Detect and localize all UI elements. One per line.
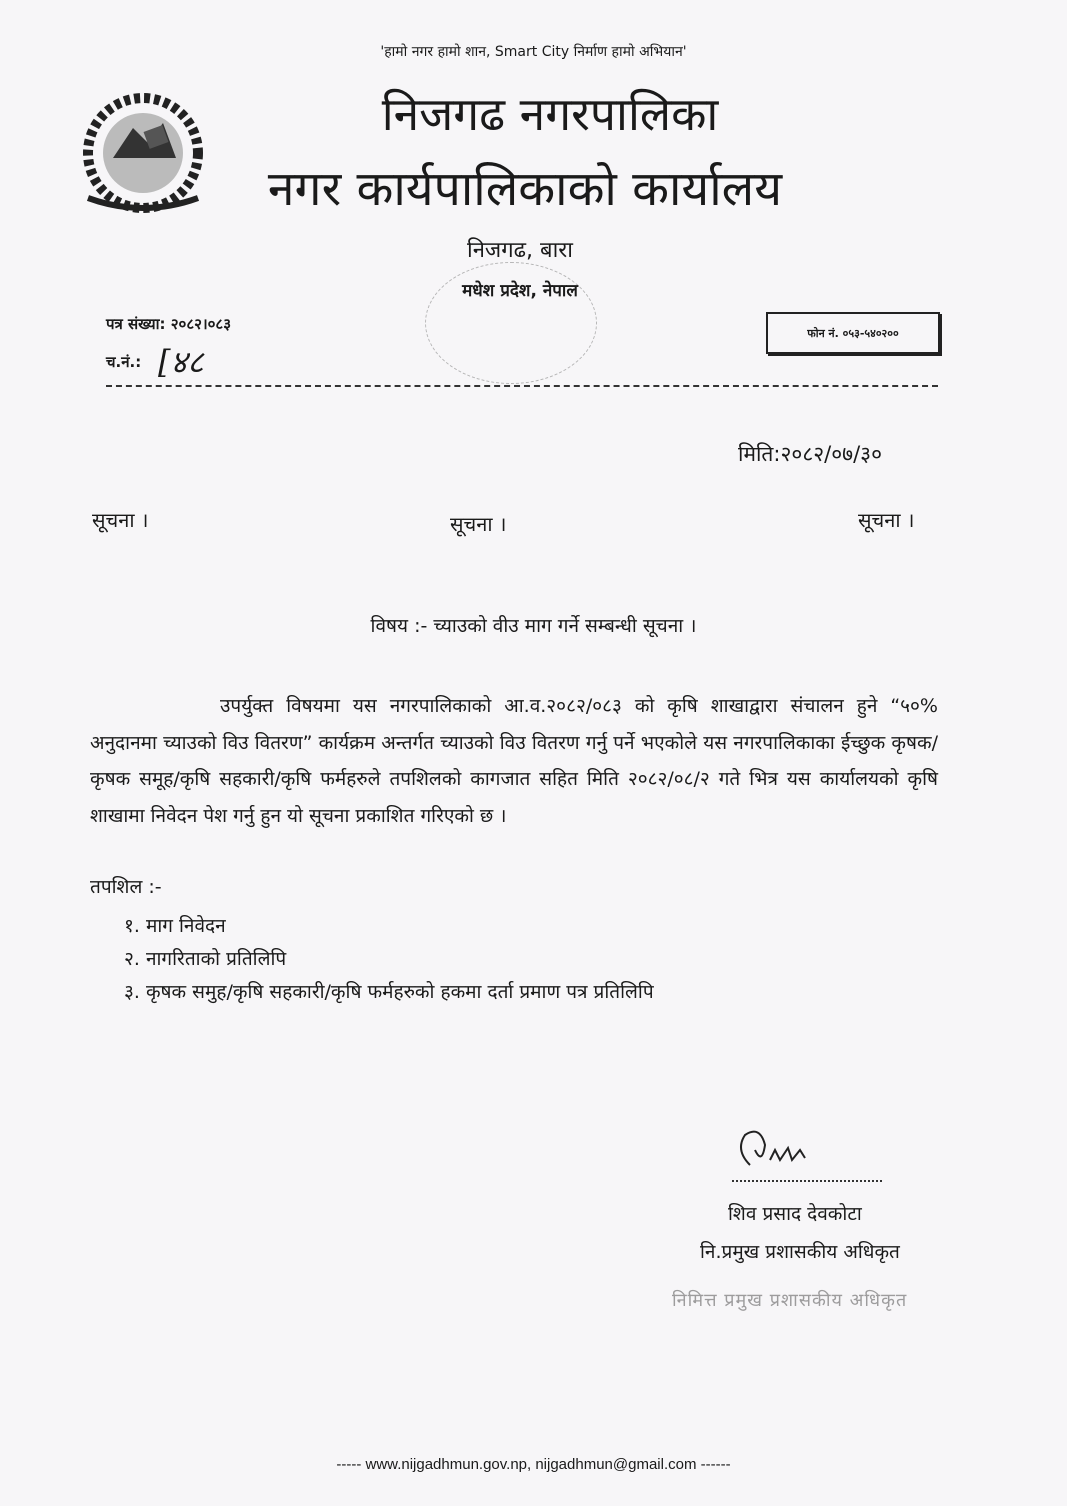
dispatch-number-label: च.नं.: [106, 353, 142, 371]
notice-label-left: सूचना । [92, 508, 149, 532]
nepal-emblem-logo [68, 88, 218, 218]
municipality-name: निजगढ नगरपालिका [381, 87, 719, 141]
dispatch-number-handwritten: [४८ [158, 343, 204, 381]
office-name: नगर कार्यपालिकाको कार्यालय [267, 161, 783, 217]
details-heading: तपशिल :- [90, 876, 162, 898]
phone-box: फोन नं. ०५३-५४०२०० [766, 312, 940, 354]
notice-label-center: सूचना । [450, 512, 507, 536]
subject: विषय :- च्याउको वीउ माग गर्ने सम्बन्धी सूचना । [370, 615, 697, 637]
header-divider [106, 385, 938, 387]
designation-seal: निमित्त प्रमुख प्रशासकीय अधिकृत [672, 1290, 908, 1311]
list-item: १. माग निवेदन [124, 915, 226, 937]
handwritten-signature [730, 1120, 850, 1180]
address-line-1: निजगढ, बारा [467, 238, 573, 263]
list-item: २. नागरिताको प्रतिलिपि [124, 948, 287, 970]
signatory-title: नि.प्रमुख प्रशासकीय अधिकृत [700, 1241, 900, 1263]
notice-label-right: सूचना । [858, 508, 915, 532]
address-line-2: मधेश प्रदेश, नेपाल [462, 281, 578, 301]
letter-number: पत्र संख्या: २०८२।०८३ [106, 315, 232, 333]
signature-line [732, 1180, 882, 1182]
details-list [124, 910, 654, 1009]
list-item: ३. कृषक समुह/कृषि सहकारी/कृषि फर्महरुको हकमा दर्ता प्रमाण पत्र प्रतिलिपि [124, 981, 654, 1003]
footer-contact: ----- www.nijgadhmun.gov.np, nijgadhmun@gmail.com ------ [336, 1456, 731, 1473]
date: मिति:२०८२/०७/३० [738, 442, 882, 466]
signatory-name: शिव प्रसाद देवकोटा [728, 1203, 862, 1225]
slogan: 'हामो नगर हामो शान, Smart City निर्माण हामो अभियान' [380, 44, 687, 60]
body-paragraph: उपर्युक्त विषयमा यस नगरपालिकाको आ.व.२०८२/०८३ को कृषि शाखाद्वारा संचालन हुने “५०% अनुदानमा च्याउको विउ वितरण” कार्यक्रम अन्तर्गत च्याउको विउ वितरण गर्नु पर्ने भएकोले यस नगरपालिकाका ईच्छुक कृषक/कृषक समूह/कृषि सहकारी/कृषि फर्महरुले तपशिलको कागजात सहित मिति २०८२/०८/२ गते भित्र यस कार्यालयको कृषि शाखामा निवेदन पेश गर्नु हुन यो सूचना प्रकाशित गरिएको छ । [90, 695, 938, 827]
